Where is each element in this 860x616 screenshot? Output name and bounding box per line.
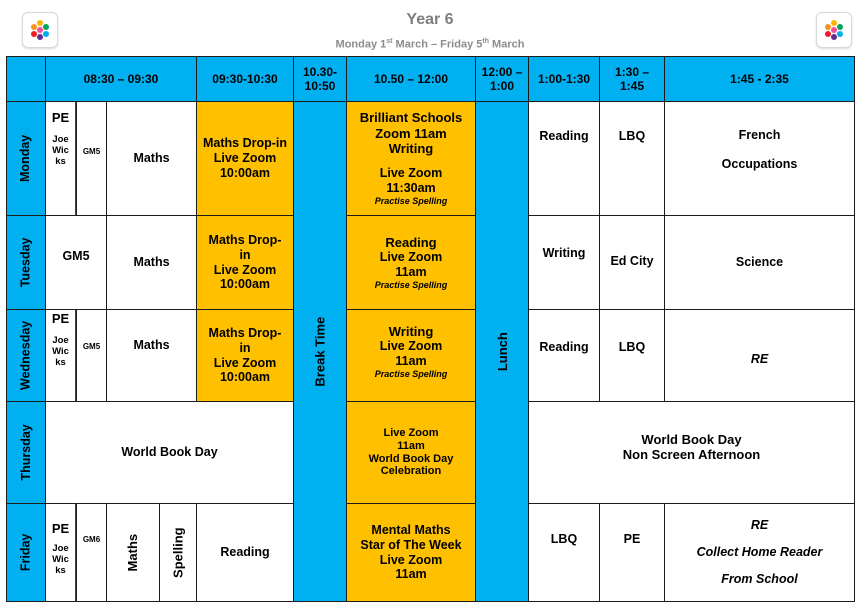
monday-gm5: GM5 [76,101,107,216]
friday-pe: PE Joe Wic ks [45,503,77,602]
day-tuesday: Tuesday [6,215,46,310]
day-friday: Friday [6,503,46,602]
monday-french: French Occupations [664,101,855,216]
tuesday-science: Science [664,215,855,310]
time-header-4: 10.50 – 12:00 [346,56,476,102]
corner-cell [6,56,46,102]
tuesday-maths-dropin: Maths Drop- in Live Zoom 10:00am [196,215,294,310]
friday-pe-afternoon: PE [599,503,665,602]
time-header-6: 1:00-1:30 [528,56,600,102]
tuesday-gm5: GM5 [45,215,107,310]
friday-mental-maths: Mental Maths Star of The Week Live Zoom 11am [346,503,476,602]
wednesday-lbq: LBQ [599,309,665,402]
monday-pe: PE Joe Wic ks [45,101,77,216]
wednesday-maths-dropin: Maths Drop- in Live Zoom 10:00am [196,309,294,402]
lunch: Lunch [475,101,529,602]
tuesday-reading-zoom: Reading Live Zoom 11am Practise Spelling [346,215,476,310]
week-range: Monday 1st March – Friday 5th March [335,38,525,51]
tuesday-writing: Writing [528,215,600,310]
monday-maths: Maths [106,101,197,216]
friday-reading: Reading [196,503,294,602]
thursday-world-book-day: World Book Day [45,401,294,504]
time-header-3: 10.30- 10:50 [293,56,347,102]
wednesday-gm5: GM5 [76,309,107,402]
time-header-7: 1:30 – 1:45 [599,56,665,102]
tuesday-maths: Maths [106,215,197,310]
day-monday: Monday [6,101,46,216]
thursday-non-screen-afternoon: World Book Day Non Screen Afternoon [528,401,855,504]
wednesday-maths: Maths [106,309,197,402]
time-header-8: 1:45 - 2:35 [664,56,855,102]
wednesday-reading: Reading [528,309,600,402]
wednesday-writing-zoom: Writing Live Zoom 11am Practise Spelling [346,309,476,402]
day-wednesday: Wednesday [6,309,46,402]
page-title: Year 6 [406,11,454,28]
time-header-5: 12:00 – 1:00 [475,56,529,102]
monday-reading: Reading [528,101,600,216]
friday-lbq: LBQ [528,503,600,602]
friday-re-home-reader: RE Collect Home Reader From School [664,503,855,602]
friday-maths: Maths [106,503,160,602]
monday-lbq: LBQ [599,101,665,216]
thursday-live-zoom: Live Zoom 11am World Book Day Celebration [346,401,476,504]
wednesday-pe: PE Joe Wic ks [45,309,77,402]
tuesday-edcity: Ed City [599,215,665,310]
monday-brilliant-schools: Brilliant Schools Zoom 11am Writing Live Zoom 11:30am Practise Spelling [346,101,476,216]
wednesday-re: RE [664,309,855,402]
friday-gm6: GM6 [76,503,107,602]
day-thursday: Thursday [6,401,46,504]
monday-maths-dropin: Maths Drop-in Live Zoom 10:00am [196,101,294,216]
time-header-2: 09:30-10:30 [196,56,294,102]
break-time: Break Time [293,101,347,602]
time-header-1: 08:30 – 09:30 [45,56,197,102]
friday-spelling: Spelling [159,503,197,602]
